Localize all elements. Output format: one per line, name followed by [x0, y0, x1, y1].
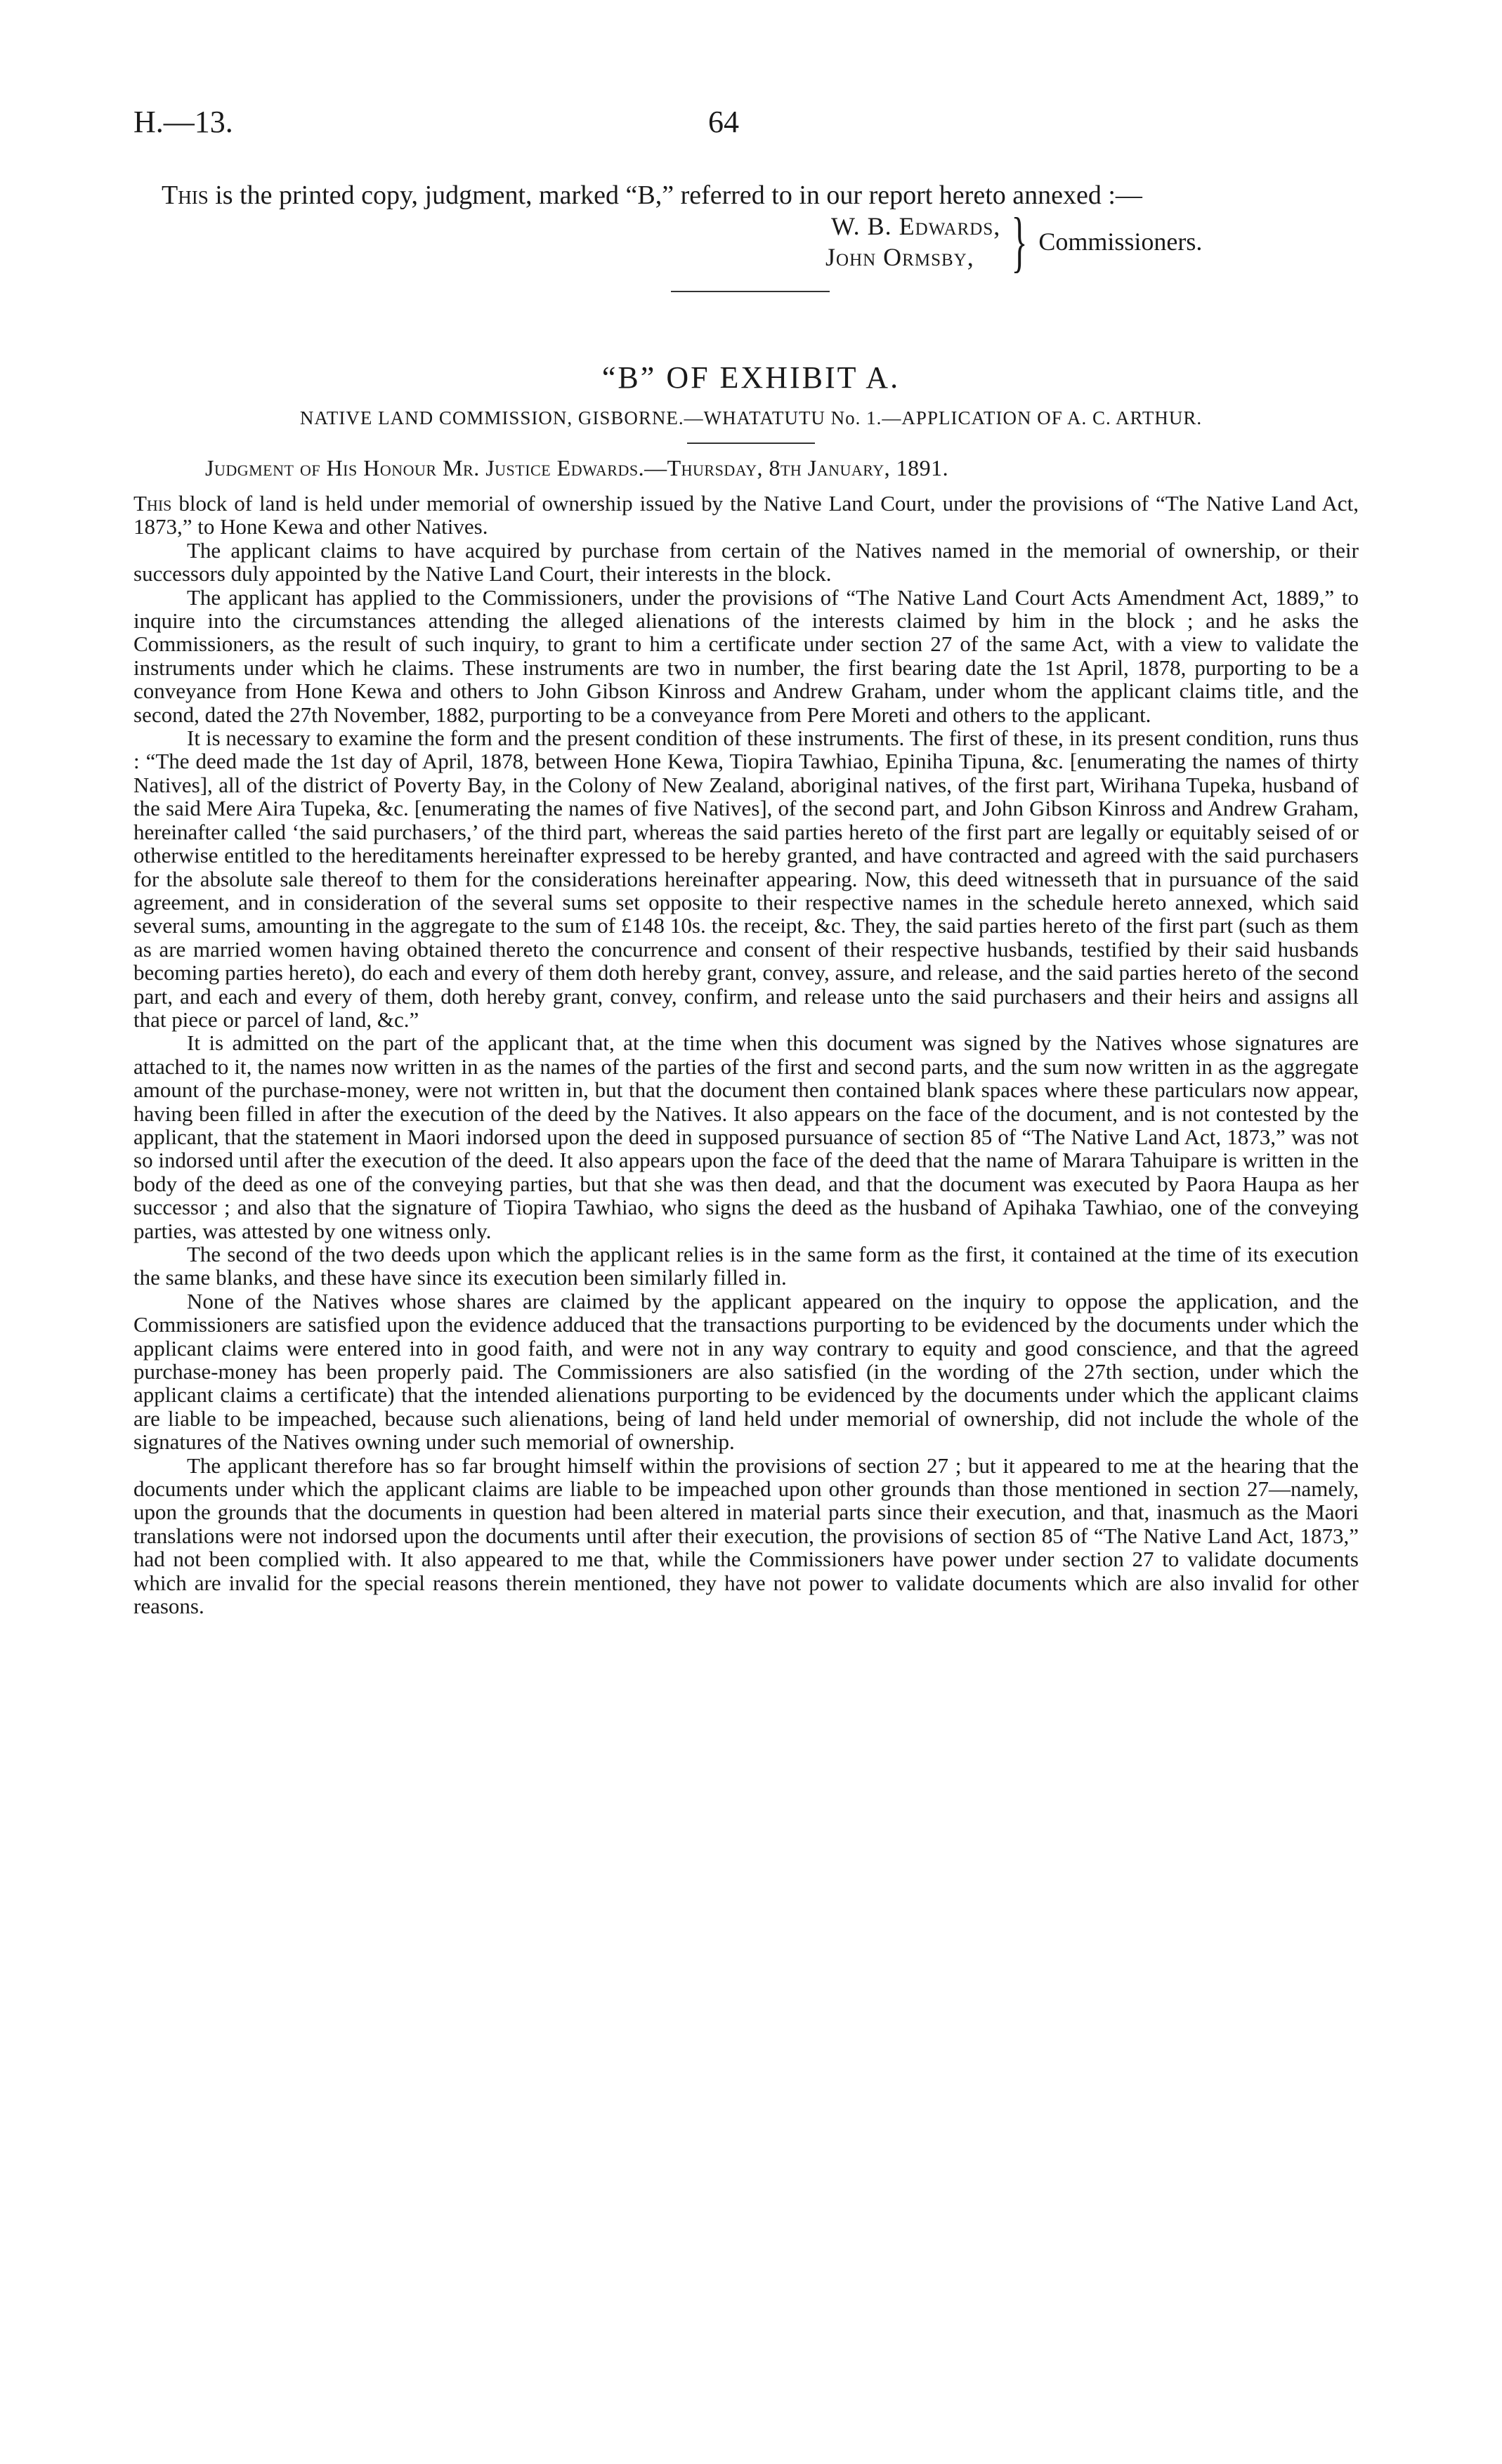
paragraph: The applicant claims to have acquired by purchase from certain of the Natives named in the memorial of ownership, or their successors duly appointed by the Native Land Court, their interests in the block.	[133, 537, 1359, 586]
paragraph-lead: This	[133, 491, 172, 516]
document-reference: H.—13.	[133, 105, 233, 139]
commission-subtitle: NATIVE LAND COMMISSION, GISBORNE.—WHATATUTU No. 1.—APPLICATION OF A. C. ARTHUR.	[299, 407, 1203, 428]
exhibit-title: “B” OF EXHIBIT A.	[601, 360, 901, 395]
paragraph: The applicant therefore has so far brought himself within the provisions of section 27 ; but it appeared to me at the hearing that the documents under which the applicant claims are liable to be impeached upon other grounds than those mentioned in section 27—namely, upon the grounds that the documents in question had been altered in material parts since their execution, and that, inasmuch as the Maori translations were not indorsed upon the documents until after their execution, the provisions of section 85 of “The Native Land Act, 1873,” had not been complied with. It also appeared to me that, while the Commissioners have power under section 27 to validate documents which are invalid for the special reasons therein mentioned, they have not power to validate documents which are also invalid for other reasons.	[133, 1453, 1359, 1619]
signer-role: Commissioners.	[1038, 228, 1203, 256]
intro-lead: This	[162, 181, 209, 210]
divider	[671, 291, 830, 292]
paragraph: It is necessary to examine the form and the present condition of these instruments. The first of these, in its present condition, runs thus : “The deed made the 1st day of April, 1878, between Hone Kewa, Tiopira Tawhiao, Epiniha Tipuna, &c. [enumerating the names of thirty Natives], all of the district of Poverty Bay, in the Colony of New Zealand, aboriginal natives, of the first part, Wirihana Tupeka, husband of the said Mere Aira Tupeka, &c. [enumerating the names of five Natives], of the second part, and John Gibson Kinross and Andrew Graham, hereinafter called ‘the said purchasers,’ of the third part, whereas the said parties hereto of the first part are legally or equitably seised of or otherwise entitled to the hereditaments hereinafter expressed to be hereby granted, and have contracted and agreed with the said purchasers for the absolute sale thereof to them for the considerations hereinafter appearing. Now, this deed witnesseth that in pursuance of the said agreement, and in consideration of the several sums set opposite to their respective names in the schedule hereto annexed, which said several sums, amounting in the aggregate to the sum of £148 10s. the receipt, &c. They, the said parties hereto of the first part (such as them as are married women having obtained thereto the concurrence and consent of their respective husbands, testified by their said husbands becoming parties hereto), do each and every of them doth hereby grant, convey, assure, and release, and the said parties hereto of the second part, and each and every of them, doth hereby grant, convey, confirm, and release unto the said purchasers and their heirs and assigns all that piece or parcel of land, &c.”	[133, 726, 1359, 1032]
intro-line	[162, 180, 1142, 211]
signer-names	[825, 211, 1000, 273]
judgment-heading: Judgment of His Honour Mr. Justice Edwards.—Thursday, 8th January, 1891.	[205, 455, 949, 480]
judgment-body	[133, 492, 1359, 1618]
paragraph: The second of the two deeds upon which the applicant relies is in the same form as the first, it contained at the time of its execution the same blanks, and these have since its execution been similarly filled in.	[133, 1242, 1359, 1290]
signer-name: John Ormsby,	[825, 243, 974, 271]
divider	[687, 443, 815, 444]
page-number: 64	[708, 105, 739, 139]
intro-text: is the printed copy, judgment, marked “B,” referred to in our report hereto annexed :—	[208, 181, 1142, 210]
paragraph-text: block of land is held under memorial of ownership issued by the Native Land Court, under the provisions of “The Native Land Act, 1873,” to Hone Kewa and other Natives.	[133, 491, 1359, 539]
commissioners-signature-block	[825, 204, 1203, 279]
paragraph: The applicant has applied to the Commissioners, under the provisions of “The Native Land Court Acts Amendment Act, 1889,” to inquire into the circumstances attending the alleged alienations of the interests claimed by him in the block ; and he asks the Commissioners, as the result of such inquiry, to grant to him a certificate under section 27 of the same Act, with a view to validate the instruments under which he claims. These instruments are two in number, the first bearing date the 1st April, 1878, purporting to be a conveyance from Hone Kewa and others to John Gibson Kinross and Andrew Graham, under whom the applicant claims title, and the second, dated the 27th November, 1882, purporting to be a conveyance from Pere Moreti and others to the applicant.	[133, 584, 1359, 727]
brace-icon: }	[1011, 204, 1028, 279]
paragraph: It is admitted on the part of the applicant that, at the time when this document was signed by the Natives whose signatures are attached to it, the names now written in as the names of the parties of the first and second parts, and the sum now written in as the aggregate amount of the purchase-money, were not written in, but that the document then contained blank spaces where these particulars now appear, having been filled in after the execution of the deed by the Natives. It also appears on the face of the document, and is not contested by the applicant, that the statement in Maori indorsed upon the deed in supposed pursuance of section 85 of “The Native Land Act, 1873,” was not so indorsed until after the execution of the deed. It also appears upon the face of the deed that the name of Marara Tahuipare is written in the body of the deed as one of the conveying parties, but that she was then dead, and that the document was executed by Paora Haupa as her successor ; and also that the signature of Tiopira Tawhiao, who signs the deed as the husband of Apihaka Tawhiao, one of the conveying parties, was attested by one witness only.	[133, 1030, 1359, 1243]
paragraph	[133, 492, 1359, 539]
paragraph: None of the Natives whose shares are claimed by the applicant appeared on the inquiry to oppose the application, and the Commissioners are satisfied upon the evidence adduced that the transactions purporting to be evidenced by the documents under which the applicant claims were entered into in good faith, and were not in any way contrary to equity and good conscience, and that the agreed purchase-money has been properly paid. The Commissioners are also satisfied (in the wording of the 27th section, under which the applicant claims a certificate) that the intended alienations purporting to be evidenced by the documents under which the applicant claims are liable to be impeached, because such alienations, being of land held under memorial of ownership, did not include the whole of the signatures of the Natives owning under such memorial of ownership.	[133, 1288, 1359, 1455]
signer-name: W. B. Edwards,	[831, 212, 1001, 240]
